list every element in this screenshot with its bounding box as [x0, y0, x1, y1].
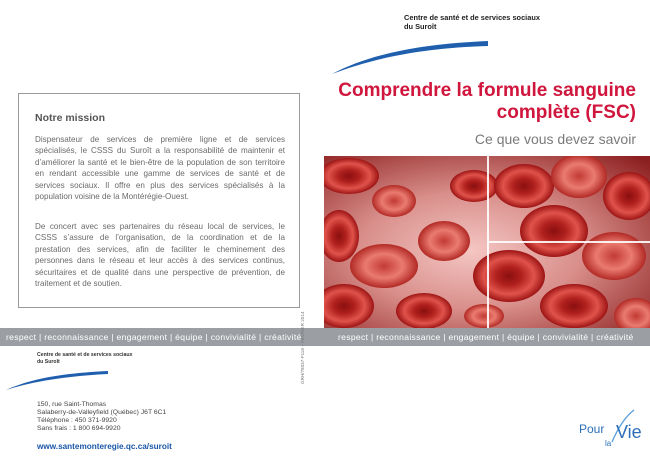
address-street: 150, rue Saint-Thomas	[37, 401, 107, 408]
organization-name-bottom-line-2: du Suroît	[37, 358, 60, 365]
organization-name-line-2: du Suroît	[404, 22, 437, 31]
address-city: Salaberry-de-Valleyfield (Québec) J6T 6C1	[37, 409, 167, 416]
values-text-right: respect | reconnaissance | engagement | équipe | convivialité | créativité	[338, 332, 634, 342]
mission-title: Notre mission	[35, 112, 106, 124]
blood-cells-photo	[324, 156, 650, 328]
pour-la-vie-logo	[574, 408, 640, 456]
document-code: GRH/78037-F118 – FÉVRIER 2014	[300, 311, 305, 384]
organization-name-line-1: Centre de santé et de services sociaux	[404, 13, 540, 22]
swoosh-top-icon	[330, 36, 490, 76]
phone-number: Téléphone : 450 371-9920	[37, 417, 117, 424]
organization-name-bottom-line-1: Centre de santé et de services sociaux	[37, 352, 133, 358]
brochure-subtitle: Ce que vous devez savoir	[474, 131, 636, 147]
blood-cells-image	[324, 156, 650, 328]
values-text-left: respect | reconnaissance | engagement | équipe | convivialité | créativité	[6, 332, 302, 342]
brochure-title	[324, 80, 636, 124]
organization-name-bottom	[37, 352, 167, 365]
mission-paragraph-2: De concert avec ses partenaires du réseau local de services, le CSSS s’assure de l’organisation, de la coordination et de la prestation des services, afin de faciliter le cheminement des personnes dans le réseau et leur accès à des services continus, sécuritaires et de qualité dans une perspective de prévention, de traitement et de soutien.	[35, 222, 285, 289]
logo-word-la: la	[605, 439, 612, 448]
toll-free-number: Sans frais : 1 800 694-9920	[37, 425, 121, 432]
mission-paragraph-1: Dispensateur de services de première ligne et de services spécialisés, le CSSS du Suroît a la responsabilité de maintenir et d’améliorer la santé et le bien-être de la population de son territoire en rendant accessible une gamme de services de santé et de services sociaux. Il offre en plus des services spécialisés à la population voisine de la Montérégie-Ouest.	[35, 135, 285, 202]
website-link[interactable]: www.santemonteregie.qc.ca/suroit	[37, 442, 172, 451]
mission-box	[18, 93, 300, 308]
swoosh-bottom-icon	[4, 368, 110, 392]
values-band	[0, 328, 650, 346]
brochure-title-line-2: complète (FSC)	[496, 102, 636, 123]
logo-word-vie: Vie	[616, 422, 642, 442]
organization-name-top	[404, 13, 564, 31]
logo-word-pour: Pour	[579, 422, 605, 436]
brochure-title-line-1: Comprendre la formule sanguine	[338, 80, 636, 101]
